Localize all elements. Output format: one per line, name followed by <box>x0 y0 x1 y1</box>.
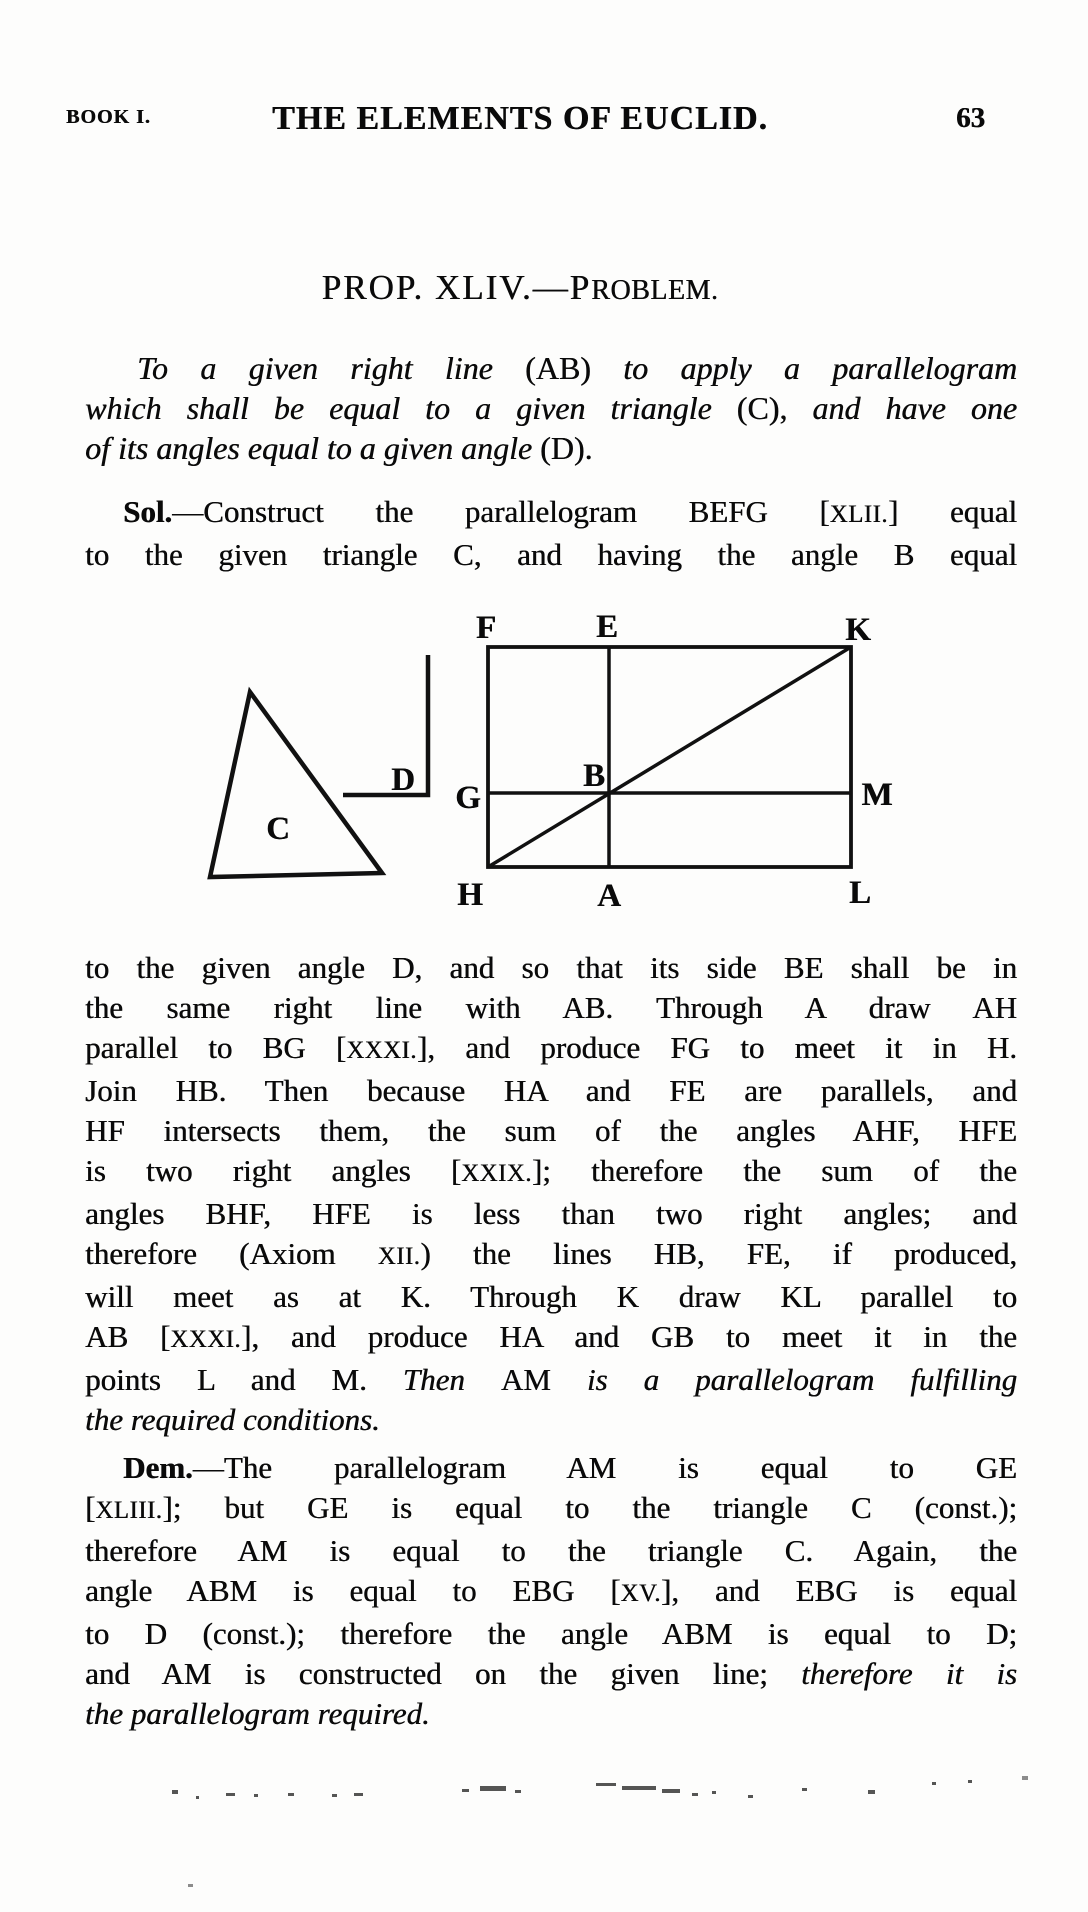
scan-speck <box>802 1788 807 1791</box>
text-segment: to D (const.); therefore the angle ABM is equal to D; <box>85 1616 1017 1651</box>
enunciation-paragraph <box>85 348 1017 468</box>
scan-speck <box>354 1793 363 1796</box>
text-segment: to the given triangle C, and having the angle B equal <box>85 537 1017 572</box>
scan-speck <box>288 1793 294 1796</box>
scan-speck <box>188 1884 193 1887</box>
header-page-number: 63 <box>956 102 985 134</box>
point-label-k: K <box>845 612 871 648</box>
text-line <box>85 1360 1017 1400</box>
text-line <box>85 388 1017 428</box>
text-segment: ], and EBG is equal <box>660 1573 1018 1608</box>
triangle-c-shape <box>210 692 382 877</box>
point-label-a: A <box>597 878 621 914</box>
text-line <box>85 1234 1017 1277</box>
point-label-g: G <box>455 780 481 816</box>
text-segment: PROP. XLIV.—P <box>321 268 592 307</box>
scan-speck <box>596 1783 616 1786</box>
scan-speck <box>692 1793 698 1796</box>
text-segment: to apply a parallelogram <box>623 350 1018 386</box>
point-label-f: F <box>475 610 497 646</box>
text-line <box>85 988 1017 1028</box>
text-segment: [ <box>85 1490 96 1525</box>
text-segment: to the given angle D, and so that its side BE shall be in <box>85 950 1017 985</box>
text-segment: the same right line with AB. Through A draw AH <box>85 990 1017 1025</box>
text-segment: points L and M. <box>85 1362 403 1397</box>
text-line <box>85 948 1017 988</box>
scan-speck <box>932 1782 936 1785</box>
text-segment: Then <box>402 1362 501 1397</box>
text-line <box>85 1448 1017 1488</box>
text-segment: therefore (Axiom <box>85 1236 378 1271</box>
scan-speck <box>172 1790 178 1794</box>
scan-speck <box>254 1794 258 1797</box>
geometry-figure <box>0 595 1088 920</box>
text-segment: parallel to BG [ <box>85 1030 347 1065</box>
text-segment: AM <box>500 1362 587 1397</box>
text-segment: (D). <box>540 430 593 466</box>
text-line <box>85 1694 1017 1734</box>
text-line <box>0 268 1040 311</box>
scan-speck <box>662 1789 680 1793</box>
text-line <box>85 535 1017 575</box>
text-segment: (AB) <box>525 350 624 386</box>
text-segment: —Construct the parallelogram BEFG [ <box>172 494 830 529</box>
scan-speck <box>1022 1776 1028 1780</box>
text-segment: and have one <box>812 390 1018 426</box>
scan-speck <box>332 1794 337 1797</box>
text-segment: which shall be equal to a given triangle <box>85 390 737 426</box>
text-segment: XXXI. <box>170 1326 241 1353</box>
point-label-m: M <box>861 777 893 813</box>
text-segment: XLII. <box>829 501 888 528</box>
text-line <box>85 1277 1017 1317</box>
text-segment: therefore it is <box>801 1656 1017 1691</box>
text-line <box>85 492 1017 535</box>
text-segment: the parallelogram required. <box>85 1696 430 1731</box>
text-segment: —The parallelogram AM is equal to GE <box>192 1450 1017 1485</box>
point-label-b: B <box>582 758 606 794</box>
text-segment: ROBLEM. <box>591 275 719 306</box>
text-segment: XLIII. <box>95 1497 163 1524</box>
proposition-heading <box>0 268 1040 311</box>
text-segment: is a parallelogram fulfilling <box>586 1362 1017 1397</box>
text-segment: (C), <box>736 390 813 426</box>
scan-speck <box>480 1786 506 1791</box>
text-segment: ] equal <box>887 494 1017 529</box>
scan-speck <box>748 1795 753 1798</box>
text-line <box>85 348 1017 388</box>
text-line <box>85 1400 1017 1440</box>
solution-continuation-paragraph <box>85 948 1017 1440</box>
text-segment: Sol. <box>123 494 173 529</box>
header-running-title: THE ELEMENTS OF EUCLID. <box>272 100 768 137</box>
text-line <box>85 1151 1017 1194</box>
text-segment: the required conditions. <box>85 1402 380 1437</box>
scan-speck <box>226 1793 235 1796</box>
text-line <box>85 1071 1017 1111</box>
diagonal-hk <box>488 647 851 867</box>
scan-speck <box>868 1790 875 1794</box>
text-segment: ]; therefore the sum of the <box>531 1153 1017 1188</box>
triangle-label-c: C <box>266 811 290 847</box>
text-segment: of its angles equal to a given angle <box>85 430 541 466</box>
point-label-l: L <box>848 875 872 911</box>
text-line <box>85 1488 1017 1531</box>
text-segment: therefore AM is equal to the triangle C. Again, the <box>85 1533 1017 1568</box>
angle-d-shape <box>343 655 428 795</box>
text-segment: ], and produce HA and GB to meet it in the <box>240 1319 1017 1354</box>
text-segment: angle ABM is equal to EBG [ <box>85 1573 621 1608</box>
scan-speck <box>515 1790 521 1793</box>
text-segment: XXXI. <box>346 1037 417 1064</box>
text-segment: will meet as at K. Through K draw KL parallel to <box>85 1279 1017 1314</box>
text-line <box>85 1531 1017 1571</box>
angle-label-d: D <box>391 762 415 798</box>
scan-speck <box>622 1786 656 1790</box>
text-segment: ], and produce FG to meet it in H. <box>416 1030 1017 1065</box>
scan-speck <box>712 1791 716 1794</box>
text-segment: angles BHF, HFE is less than two right angles; and <box>85 1196 1017 1231</box>
text-segment: and AM is constructed on the given line; <box>85 1656 802 1691</box>
text-segment: To a given right line <box>137 350 526 386</box>
text-line <box>85 1317 1017 1360</box>
text-segment: HF intersects them, the sum of the angles AHF, HFE <box>85 1113 1017 1148</box>
header-book-label: BOOK I. <box>66 106 151 128</box>
text-line <box>85 1654 1017 1694</box>
solution-paragraph <box>85 492 1017 575</box>
text-line <box>85 1194 1017 1234</box>
text-segment: XV. <box>620 1580 661 1607</box>
text-segment: XXIX. <box>461 1160 532 1187</box>
text-segment: ]; but GE is equal to the triangle C (const.); <box>162 1490 1017 1525</box>
text-segment: ) the lines HB, FE, if produced, <box>420 1236 1017 1271</box>
scan-speck <box>196 1796 199 1799</box>
text-line <box>85 1571 1017 1614</box>
text-segment: Join HB. Then because HA and FE are parallels, and <box>85 1073 1017 1108</box>
text-line <box>85 1028 1017 1071</box>
text-line <box>85 1111 1017 1151</box>
text-line <box>85 428 1017 468</box>
text-line <box>85 1614 1017 1654</box>
text-segment: Dem. <box>123 1450 193 1485</box>
demonstration-paragraph <box>85 1448 1017 1734</box>
point-label-h: H <box>457 877 483 913</box>
point-label-e: E <box>595 609 619 645</box>
text-segment: XII. <box>377 1243 421 1270</box>
scan-speck <box>462 1789 469 1792</box>
text-segment: is two right angles [ <box>85 1153 462 1188</box>
text-segment: AB [ <box>85 1319 171 1354</box>
scan-speck <box>968 1780 972 1783</box>
